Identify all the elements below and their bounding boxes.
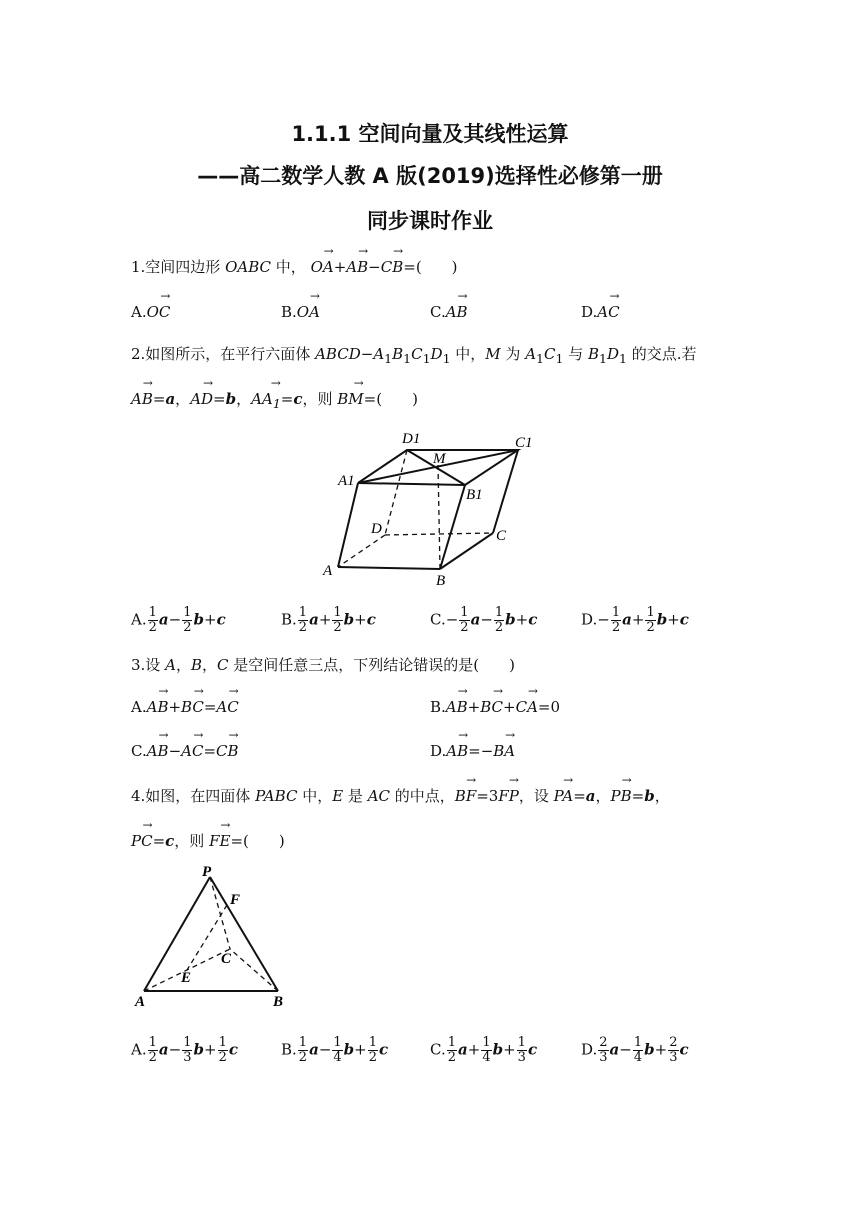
- question-1-option-a[interactable]: A.→ OC: [131, 301, 170, 321]
- edge-bc: [230, 949, 278, 991]
- question-4-option-a[interactable]: A. $\frac{1}{2}$ a− $\frac{1}{3}$ b+ $\frac{1}{2}$ c: [131, 1035, 238, 1065]
- label-b: B: [273, 994, 284, 1010]
- label-c: C: [221, 951, 232, 967]
- page-subtitle: ——高二数学人教 A 版(2019)选择性必修第一册: [197, 164, 663, 188]
- label-m: M: [433, 451, 446, 467]
- question-1-option-c[interactable]: C.→ AB: [430, 301, 468, 321]
- label-a1: A1: [338, 473, 355, 489]
- tetrahedron-figure: [130, 862, 300, 1012]
- label-c: C: [496, 528, 507, 544]
- question-4-stem-line-1: 4.如图，在四面体 PABC 中，E 是 AC 的中点，→ BF=3→ FP，设 → PA=a，→ PB=b，: [131, 785, 670, 806]
- edge-pc: [210, 877, 230, 949]
- question-3-option-d[interactable]: D.→ AB=−→ BA: [430, 740, 515, 760]
- question-2-stem-line-1: 2.如图所示，在平行六面体 $ABCD-A_1B_1C_1D_1$ 中，M 为 $A_1C_1$ 与 $B_1D_1$ 的交点.若: [131, 345, 697, 366]
- question-4-option-b[interactable]: B. $\frac{1}{2}$ a− $\frac{1}{4}$ b+ $\frac{1}{2}$ c: [281, 1035, 389, 1065]
- edge-bb1: [440, 485, 465, 569]
- label-p: P: [202, 864, 212, 880]
- edge-dc: [385, 533, 493, 535]
- label-d: D: [371, 521, 382, 537]
- page-title: 1.1.1 空间向量及其线性运算: [291, 122, 569, 146]
- question-4-stem-line-2: → PC=c，则 → FE=( ): [131, 830, 285, 851]
- question-2-option-a[interactable]: A. $\frac{1}{2}$ a− $\frac{1}{2}$ b+c: [131, 605, 226, 635]
- edge-cc1: [493, 450, 518, 533]
- label-a: A: [323, 563, 333, 579]
- edge-bc: [440, 533, 493, 569]
- edge-aa1: [338, 483, 358, 567]
- segment-bm: [438, 465, 440, 569]
- question-3-stem: 3.设 A，B，C 是空间任意三点，下列结论错误的是( ): [131, 656, 515, 674]
- question-4-option-c[interactable]: C. $\frac{1}{2}$ a+ $\frac{1}{4}$ b+ $\frac{1}{3}$ c: [430, 1035, 538, 1065]
- question-3-option-a[interactable]: A.→ AB+→ BC=→ AC: [131, 696, 239, 716]
- question-2-option-c[interactable]: C.− $\frac{1}{2}$ a− $\frac{1}{2}$ b+c: [430, 605, 538, 635]
- question-2-option-b[interactable]: B. $\frac{1}{2}$ a+ $\frac{1}{2}$ b+c: [281, 605, 376, 635]
- label-a: A: [135, 994, 146, 1010]
- question-1-option-b[interactable]: B.→ OA: [281, 301, 320, 321]
- label-b1: B1: [466, 487, 483, 503]
- label-f: F: [230, 892, 241, 908]
- label-b: B: [436, 573, 446, 589]
- page-subtitle-2: 同步课时作业: [367, 209, 493, 233]
- parallelepiped-figure: [320, 425, 533, 590]
- edge-ab: [338, 567, 440, 569]
- question-3-option-b[interactable]: B.→ AB+→ BC+→ CA=0: [430, 696, 560, 716]
- question-3-option-c[interactable]: C.→ AB−→ AC=→ CB: [131, 740, 239, 760]
- label-e: E: [181, 970, 192, 986]
- question-1-stem: 1.空间四边形 OABC 中， → OA+→ AB−→ CB=( ): [131, 256, 458, 277]
- question-4-option-d[interactable]: D. $\frac{2}{3}$ a− $\frac{1}{4}$ b+ $\frac{2}{3}$ c: [581, 1035, 689, 1065]
- label-c1: C1: [515, 435, 533, 451]
- question-1-option-d[interactable]: D.→ AC: [581, 301, 620, 321]
- label-d1: D1: [402, 431, 421, 447]
- edge-pb: [210, 877, 278, 991]
- question-2-stem-line-2: → AB=a，→ AD=b，→ $AA_1=c$，则 → BM=( ): [131, 388, 418, 411]
- question-2-option-d[interactable]: D.− $\frac{1}{2}$ a+ $\frac{1}{2}$ b+c: [581, 605, 689, 635]
- edge-pa: [144, 877, 210, 991]
